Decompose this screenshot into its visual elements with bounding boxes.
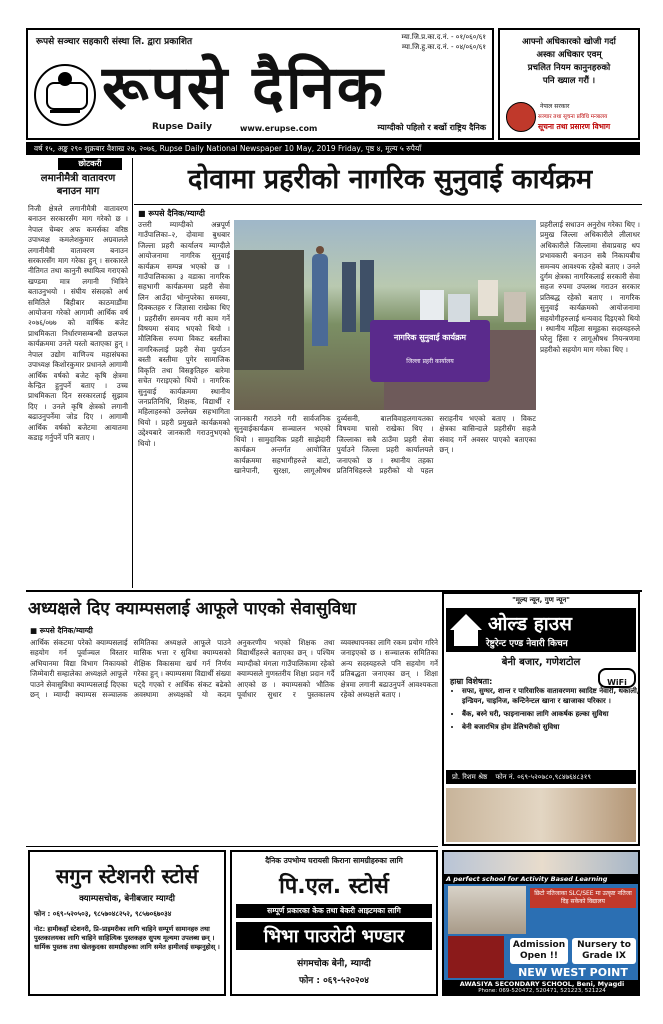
sagun-note: नोट: हामीकहाँ स्टेशनरी, प्रि–प्राइमरीका लागि चाहिने सम्पूर्ण सामानहरु तथा पुस्तकालयका लागि चाहिने साहित्यिक पुस्तकहरु सुपथ मूल्यमा उपलब्ध छन् । धार्मिक पुस्तक तथा खेलकुदका सामग्रीहरुका लागि समेत हामीलाई सम्झनुहोस् । [34,925,220,951]
school-phone: Phone: 069-520472, 520471, 521223, 521224 [478,988,606,994]
ad-slogan: "मूल्य न्यून, गुण न्यून" [512,596,570,604]
feature-item: • बैंक, बस्ने घरी, फाइनान्सका लागि आकर्षक हल्का सुविधा [462,709,648,719]
nepal-emblem-icon [506,102,536,132]
second-byline: ■ रूपसे दैनिक/म्याग्दी [30,626,93,635]
ad-photo [446,788,636,842]
photo-banner-text: नागरिक सुनुवाई कार्यक्रम [393,333,467,342]
sagun-phone: फोन : ०६९-५२०५०३, ९८५७०४८२५२, ९८५७०६७०३४ [34,910,172,918]
sidebar-headline: लमानीमैत्री वातावरण बनाउन माग [40,173,116,197]
pl-phone: फोन : ०६९-५२०२०४ [299,976,369,986]
school-name: NEW WEST POINT [518,966,628,979]
features-title: हाम्रा विशेषता: [450,677,493,686]
lead-body-right: प्रहरीलाई सधाउन अनुरोध गरेका थिए । प्रमुख जिल्ला अधिकारीले लीलाधर अधिकारीले जिल्लामा सेवाप्रवाह थप प्रभावकारी बनाउन सबै निकायबीच समन्वय आवश्यक रहेको बताए । उनले दुर्गम क्षेत्रका नागरिकलाई सरकारी सेवा सहज रुपमा उपलब्ध गराउन सरकार प्रतिबद्ध रहेको बताए । नागरिक सुनुवाई कार्यक्रमको आयोजनामा सहयोगीहरुलाई धन्यवाद दिइएको थियो । स्थानीय महिला समूहका सदस्यहरुले घरेलु हिंसा र लागूऔषध नियन्त्रणमा प्रहरीको सहयोग माग गरेका थिए । [540,220,640,354]
registration-1: म्या.जि.प्र.का.द.नं. - ०१/०६०/६१ [401,33,486,41]
sidebar-body: निजी क्षेत्रले लगानीमैत्री वातावरण बनाउन सरकारसँग माग गरेको छ । नेपाल चेम्बर अफ कमर्सका वरिष्ठ उपाध्यक्ष कमलेशकुमार अग्रवालले लगानीमैत्री वातावरण बनाउन सरकारसँग माग गरेका हुन् । सरकारले नीतिगत तथा कानुनी स्थायित्व गराएको खण्डमा मात्र लगानी भित्रिने बताउनुभयो । संघीय संसदको अर्थ समितिले बिहीबार काठमाडौंमा आयोजना गरेको आगामी आर्थिक वर्ष २०७६/०७७ को वार्षिक बजेट प्राथमिकता निर्धारणसम्बन्धी छलफल कार्यक्रममा उनले यस्तो बताएका हुन् । नेपाल उद्योग वाणिज्य महासंघका उपाध्यक्ष किशोरकुमार प्रधानले आगामी आर्थिक वर्षको बजेट कृषि क्षेत्रमा केन्द्रित हुनुपर्ने बताए । उच्च प्राथमिकता दिन सरकारलाई सुझाव दिए । उनले कृषि क्षेत्रको लगानी बढाउनुपर्नेमा जोड दिए । आगामी आर्थिक वर्षको बजेटमा आयातमा कडाइ गर्नुपर्ने पनि बताए । [28,204,128,442]
grades-badge: Nursery to Grade IX [572,938,636,964]
notice-line-4: पनि ख्याल गरौं । [542,76,596,86]
feature-list [444,686,648,735]
sagun-location: क्याम्पसचोक, बेनीबजार म्याग्दी [79,894,175,904]
second-body: आर्थिक संकटमा परेको क्याम्पसलाई सहयोग गर्न पूर्वाञ्चल विस्तार अभियानमा विद्या विभाग निकायको जिम्मेवारी सम्हालेका अध्यक्षले आफूले पाउने सेवासुविधा क्याम्पसलाई दिएका छन् । म्याग्दी क्याम्पस सञ्चालक समितिका अध्यक्षले आफूले पाउने मासिक भत्ता र सुविधा क्याम्पसको शैक्षिक विकासमा खर्च गर्न निर्णय गरेका हुन् । क्याम्पसमा विद्यार्थी संख्या घट्दै गएको र आर्थिक संकट बढेको अवस्थामा अध्यक्षको यो कदम अनुकरणीय भएको शिक्षक तथा विद्यार्थीहरुले बताएका छन् । पश्चिम म्याग्दीको मंगला गाउँपालिकामा रहेको क्याम्पसले गुणस्तरीय शिक्षा प्रदान गर्दै आएको छ । क्याम्पसको भौतिक पूर्वाधार सुधार र पुस्तकालय व्यवस्थापनका लागि रकम प्रयोग गरिने जनाइएको छ । सञ्चालक समितिका अन्य सदस्यहरुले पनि सहयोग गर्ने प्रतिबद्धता जनाएका छन् । शिक्षा क्षेत्रमा लगानी बढाउनुपर्ने आवश्यकता रहेको अध्यक्षले बताए । [30,638,438,700]
admission-badge: Admission Open !! [510,938,568,964]
ad-phone: फोन नं. ०६९-५२०७८०,९८४७६४८३१९ [495,773,591,781]
notice-line-3: प्रचलित नियम कानुनहरुको [527,63,611,73]
photo-banner [370,320,490,382]
notice-line-2: अस्का अधिकार एवम् [536,50,602,60]
ad-proprietor: प्रो. रिशम श्रेष्ठ [452,773,488,781]
lead-body-mid: जानकारी गराउने गरी सार्वजनिक सुनुवाईकार्यक्रम सञ्चालन भएको थियो । सामुदायिक प्रहरी साझेदारी कार्यक्रम अन्तर्गत आयोजित कार्यक्रममा सहभागीहरुले बाटो, खानेपानी, सुरक्षा, लागूऔषध दुर्व्यसनी, बालविवाहलगायतका विषयमा चासो राखेका थिए । जिल्लाका सबै ठाउँमा प्रहरी सेवा पुर्याउने जिल्ला प्रहरी कार्यालयले जनाएको छ । स्थानीय तहका प्रतिनिधिहरुले प्रहरीको यो पहल सराहनीय भएको बताए । विकट क्षेत्रका बासिन्दाले प्रहरीसँग सहजै संवाद गर्ने अवसर पाएको बताएका छन् । [234,414,536,476]
masthead-logo [34,64,96,126]
newspaper-title: रूपसे दैनिक [102,53,385,123]
second-headline: अध्यक्षले दिए क्याम्पसलाई आफूले पाएको सेवासुविधा [28,599,357,619]
students-photo [448,936,504,978]
ad-name-2: रेष्टुरेन्ट एण्ड नेवारी किचन [486,639,568,649]
pl-location: संगमचोक बेनी, म्याग्दी [297,959,371,969]
pl-name2: भिभा पाउरोटी भण्डार [236,922,432,950]
wifi-badge [598,668,636,688]
ad-name-1: ओल्ड हाउस [488,613,572,635]
school-tag: A perfect school for Activity Based Learning [444,874,640,884]
website: www.erupse.com [240,124,318,133]
feature-item: • बेनी बजारभित्र होम डेलिभरीको सुविधा [462,722,648,732]
pl-top: दैनिक उपभोग्य घरायसी किराना सामग्रीहरुका लागि [265,856,403,865]
notice-line-1: आफ्नो अधिकारको खोजी गर्दा [522,37,616,47]
lead-photo [234,220,536,410]
school-info: छिटो नतिजाका SLC/SEE मा उत्कृष्ट नतिजा दिइ सकेको विद्यालय [530,888,636,908]
wifi-icon: WiFi [607,678,627,687]
school-full-name: AWASIYA SECONDARY SCHOOL, Beni, Myagdi [459,980,625,988]
photo-banner-sub: जिल्ला प्रहरी कार्यालय [406,358,454,365]
lead-body-left: उत्तरी म्याग्दीको अन्नपूर्ण गाउँपालिका–२, दोवामा बुधबार जिल्ला प्रहरी कार्यालय म्याग्दीले आयोजनामा नागरिक सुनुवाई कार्यक्रम सम्पन्न भएको छ । गाउँपालिकाका ३ वडाका नागरिक सहभागी कार्यक्रममा प्रहरी सेवा लिन आउँदा भोग्नुपरेका समस्या, दिक्कतहरु र जिज्ञासा राखेका थिए । प्रहरीसँग समन्वय गरी काम गर्ने विषयमा संवाद भएको थियो । मौलिकिस रुपमा विकट बस्तीका नागरिकलाई प्रहरी सेवा पुर्याउन बस्ती बस्तीमा पुगेर सामाजिक विकृति तथा विसङ्गतिहरु बारेमा सचेत गराइएको थियो । नागरिक सुनुवाई कार्यक्रममा स्थानीय जनप्रतिनिधि, शिक्षक, विद्यार्थी र महिलाहरुको उल्लेख्य सहभागिता थियो । प्रहरी प्रमुखले कार्यक्रमको उद्देश्यबारे जानकारी गराउनुभएको थियो । [138,220,230,448]
school-building [448,886,526,934]
notice-org-3: सूचना तथा प्रसारण विभाग [538,122,611,131]
lead-byline: ■ रूपसे दैनिक/म्याग्दी [138,209,206,218]
house-icon [450,614,482,630]
pl-tagline: सम्पूर्ण प्रकारका केक तथा बेकरी आइटमका लागि [236,904,432,918]
tagline: म्याग्दीको पहिलो र बर्खो राष्ट्रिय दैनिक [377,123,486,132]
registration-2: म्या.जि.हु.का.द.नं. - ०४/०६०/६१ [401,43,486,51]
dateline-bar: वर्ष १५, अङ्क २९० शुक्रबार वैशाख २७, २०७६, Rupse Daily National Newspaper 10 May, 2019 Friday, पृष्ठ ४, मूल्य ५ रुपैयाँ [26,142,640,155]
ad-sagun-stationery [28,850,226,996]
publisher-line: रूपसे सञ्चार सहकारी संस्था लि. द्वारा प्रकाशित [36,37,193,47]
govt-notice [498,28,640,140]
notice-org-2: सञ्चार तथा सूचना प्रविधि मन्त्रालय [538,114,608,120]
feature-item: • सफा, सुग्घर, शान्त र पारिवारिक वातावरणमा स्वादिष्ट नेवारी, थकाली, इन्डियन, चाइनिज, कन्टिनेन्टल खाना र खाजाका परिकार । [462,686,648,706]
lead-headline: दोवामा प्रहरीको नागरिक सुनुवाई कार्यक्रम [187,164,593,195]
ad-new-west-point [442,850,640,996]
ad-pl-stores [230,850,438,996]
masthead [26,28,494,140]
ad-location: बेनी बजार, गणेशटोल [501,657,581,668]
sagun-name: सगुन स्टेशनरी स्टोर्स [55,864,199,888]
pl-name: पि.एल. स्टोर्स [279,874,389,899]
ad-old-house [442,592,640,846]
notice-org-1: नेपाल सरकार [540,103,570,110]
sidebar-label: छोटकरी [58,158,122,170]
newspaper-title-en: Rupse Daily [152,122,212,132]
